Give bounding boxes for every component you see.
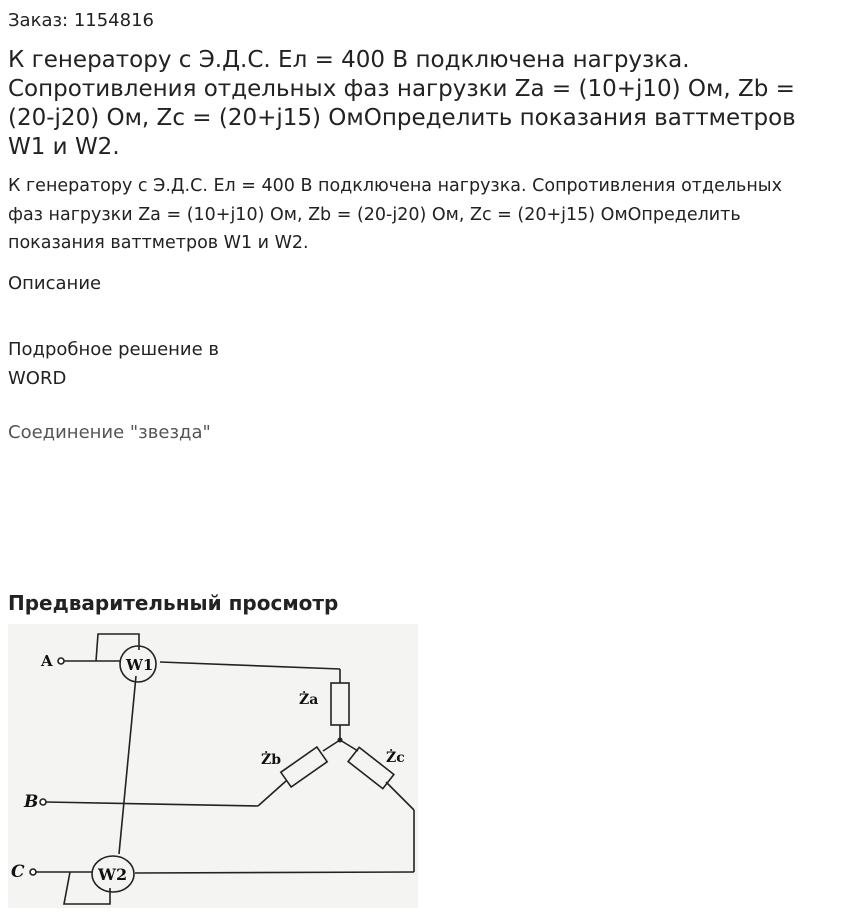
- task-text: К генератору с Э.Д.С. Ел = 400 В подключена нагрузка. Сопротивления отдельных фаз нагрузки Za = (10+j10) Ом, Zb = (20-j20) Ом, Zc = (20+j15) ОмОпределить показания ваттметров W1 и W2.: [8, 176, 782, 253]
- label-c: C: [11, 862, 25, 882]
- order-number: Заказ: 1154816: [8, 10, 154, 31]
- preview-image: [8, 624, 418, 908]
- description-label: Описание: [8, 273, 102, 294]
- page-title: К генератору с Э.Д.С. Ел = 400 В подключена нагрузка. Сопротивления отдельных фаз нагрузки Za = (10+j10) Ом, Zb = (20-j20) Ом, Zc = (20+j15) ОмОпределить показания ваттметров W1 и W2.: [8, 47, 796, 160]
- za-resistor: [331, 683, 349, 725]
- w1-voltage-lead: [119, 676, 136, 854]
- connection-type: Соединение "звезда": [8, 422, 211, 443]
- label-zb: Żb: [261, 752, 282, 768]
- wire-b: [46, 802, 258, 806]
- description-line: Подробное решение в WORD: [8, 339, 220, 389]
- label-w1: W1: [126, 656, 154, 674]
- label-w2: W2: [98, 865, 128, 884]
- label-za: Ża: [299, 692, 319, 708]
- zb-resistor: [281, 747, 327, 787]
- label-zc: Żc: [386, 750, 405, 766]
- preview-heading: Предварительный просмотр: [8, 591, 339, 615]
- label-a: A: [41, 652, 53, 670]
- circuit-diagram: [8, 624, 418, 908]
- label-b: B: [24, 792, 39, 812]
